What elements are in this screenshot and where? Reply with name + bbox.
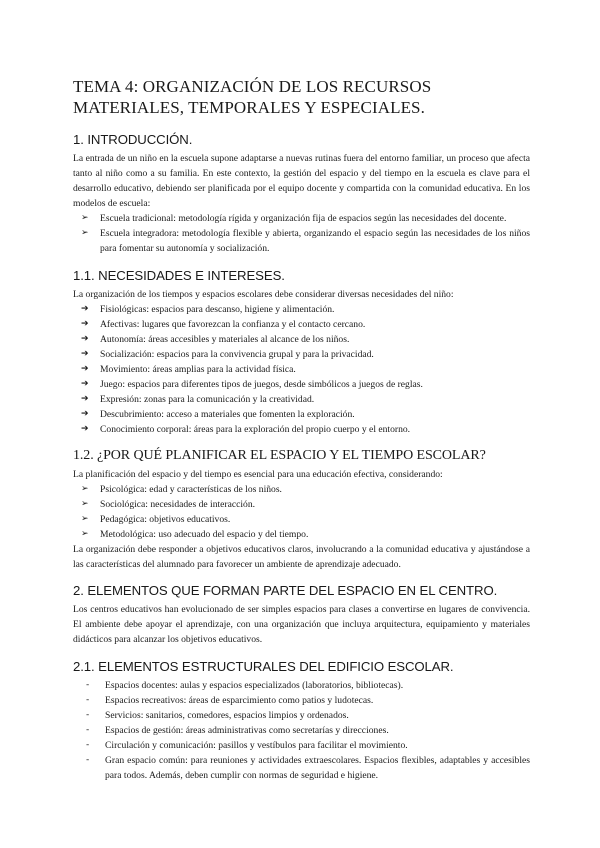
list-item: - Espacios docentes: aulas y espacios especializados (laboratorios, bibliotecas). <box>86 680 404 691</box>
list-item: ➔ Juego: espacios para diferentes tipos de juegos, desde simbólicos a juegos de reglas. <box>81 379 423 390</box>
list-item: - Circulación y comunicación: pasillos y vestíbulos para facilitar el movimiento. <box>86 740 408 751</box>
arrow-bullet-icon: ➔ <box>81 349 89 359</box>
section-paragraph: La organización de los tiempos y espacios escolares debe considerar diversas necesidades del niño: <box>73 289 454 300</box>
dash-bullet-icon: - <box>86 755 90 765</box>
list-item: ➔ Fisiológicas: espacios para descanso, higiene y alimentación. <box>81 304 335 315</box>
list-item: ➢ Escuela tradicional: metodología rígida y organización fija de espacios según las necesidades del docente. <box>81 213 507 224</box>
arrowhead-bullet-icon: ➢ <box>81 213 89 223</box>
list-item: - Espacios recreativos: áreas de esparcimiento como patios y ludotecas. <box>86 695 374 706</box>
section-heading: 1.2. ¿POR QUÉ PLANIFICAR EL ESPACIO Y EL TIEMPO ESCOLAR? <box>73 448 486 463</box>
arrow-bullet-icon: ➔ <box>81 379 89 389</box>
dash-bullet-icon: - <box>86 725 90 735</box>
arrowhead-bullet-icon: ➢ <box>81 484 89 494</box>
list-item: ➔ Movimiento: áreas amplias para la actividad física. <box>81 364 296 375</box>
arrow-bullet-icon: ➔ <box>81 319 89 329</box>
arrowhead-bullet-icon: ➢ <box>81 499 89 509</box>
list-item: ➔ Conocimiento corporal: áreas para la exploración del propio cuerpo y el entorno. <box>81 424 411 435</box>
list-item: ➢ Pedagógica: objetivos educativos. <box>81 514 231 525</box>
list-item: - Servicios: sanitarios, comedores, espacios limpios y ordenados. <box>86 710 349 721</box>
section-introduccion <box>73 132 530 256</box>
section-necesidades <box>73 268 530 437</box>
list-item: ➢ Escuela integradora: metodología flexible y abierta, organizando el espacio según las necesidades de los niños para fomentar su autonomía y socialización. <box>81 228 530 254</box>
dash-bullet-icon: - <box>86 695 90 705</box>
section-elementos-espacio <box>73 583 530 647</box>
section-heading: 2.1. ELEMENTOS ESTRUCTURALES DEL EDIFICIO ESCOLAR. <box>73 659 454 674</box>
document-title: TEMA 4: ORGANIZACIÓN DE LOS RECURSOS MATERIALES, TEMPORALES Y ESPECIALES. <box>73 77 432 117</box>
arrow-bullet-icon: ➔ <box>81 334 89 344</box>
section-paragraph: La organización debe responder a objetivos educativos claros, involucrando a la comunidad educativa y ajustándose a las características del alumnado para favorecer un ambiente de aprendizaje adecuado. <box>73 544 530 570</box>
list-item: ➔ Expresión: zonas para la comunicación y la creatividad. <box>81 394 315 405</box>
section-paragraph: Los centros educativos han evolucionado de ser simples espacios para clases a convertirse en lugares de convivencia. El ambiente debe apoyar el aprendizaje, con una organización que incluya arquitectura, equipamiento y materiales didácticos para alcanzar los objetivos educativos. <box>73 604 530 645</box>
list-item: - Espacios de gestión: áreas administrativas como secretarías y direcciones. <box>86 725 389 736</box>
dash-bullet-icon: - <box>86 710 90 720</box>
section-paragraph: La planificación del espacio y del tiempo es esencial para una educación efectiva, considerando: <box>73 469 443 480</box>
section-heading: 1. INTRODUCCIÓN. <box>73 132 193 147</box>
list-item: ➢ Sociológica: necesidades de interacción. <box>81 499 256 510</box>
list-item: ➢ Metodológica: uso adecuado del espacio y del tiempo. <box>81 529 309 540</box>
arrowhead-bullet-icon: ➢ <box>81 514 89 524</box>
dash-list <box>73 678 530 783</box>
arrow-list <box>73 302 530 437</box>
arrow-bullet-icon: ➔ <box>81 364 89 374</box>
arrowhead-bullet-icon: ➢ <box>81 228 89 238</box>
dash-bullet-icon: - <box>86 680 90 690</box>
section-heading: 2. ELEMENTOS QUE FORMAN PARTE DEL ESPACIO EN EL CENTRO. <box>73 583 498 598</box>
dash-bullet-icon: - <box>86 740 90 750</box>
list-item: ➔ Descubrimiento: acceso a materiales que fomenten la exploración. <box>81 409 355 420</box>
section-elementos-estructurales <box>73 659 530 783</box>
section-planificar <box>73 448 530 572</box>
arrowhead-bullet-icon: ➢ <box>81 529 89 539</box>
bullet-list <box>73 482 530 542</box>
list-item: ➢ Psicológica: edad y características de los niños. <box>81 484 282 495</box>
section-paragraph: La entrada de un niño en la escuela supone adaptarse a nuevas rutinas fuera del entorno familiar, un proceso que afecta tanto al niño como a su familia. En este contexto, la gestión del espacio y del tiempo en la escuela es clave para el desarrollo educativo, debiendo ser planificada por el equipo docente y compartida con la comunidad educativa. En los modelos de escuela: <box>73 153 530 209</box>
list-item: - Gran espacio común: para reuniones y actividades extraescolares. Espacios flexibles, adaptables y accesibles para todos. Además, deben cumplir con normas de seguridad e higiene. <box>86 755 530 781</box>
list-item: ➔ Socialización: espacios para la convivencia grupal y para la privacidad. <box>81 349 374 360</box>
list-item: ➔ Afectivas: lugares que favorezcan la confianza y el contacto cercano. <box>81 319 366 330</box>
section-heading: 1.1. NECESIDADES E INTERESES. <box>73 268 285 283</box>
arrow-bullet-icon: ➔ <box>81 424 89 434</box>
arrow-bullet-icon: ➔ <box>81 304 89 314</box>
arrow-bullet-icon: ➔ <box>81 409 89 419</box>
arrow-bullet-icon: ➔ <box>81 394 89 404</box>
bullet-list <box>73 211 530 256</box>
list-item: ➔ Autonomía: áreas accesibles y materiales al alcance de los niños. <box>81 334 350 345</box>
